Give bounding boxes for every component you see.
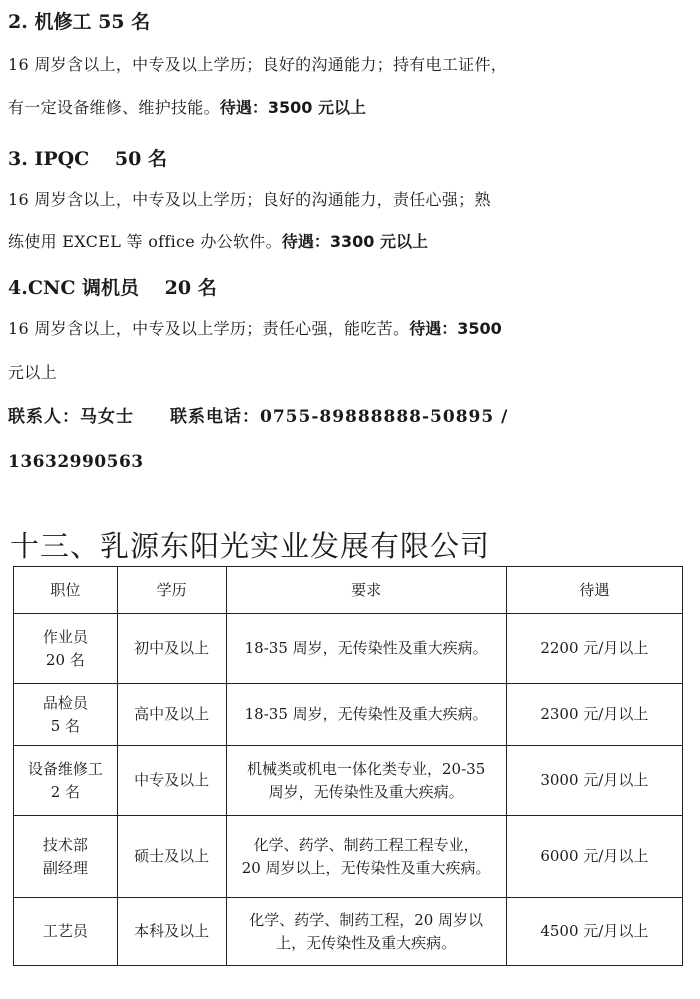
job-title-cell: 品检员 5 名 (14, 684, 118, 746)
salary-cell: 2200 元/月以上 (506, 614, 682, 684)
table-header-row (14, 567, 683, 614)
jobs-table (13, 566, 683, 966)
requirement-cell: 化学、药学、制药工程，20 周岁以 上，无传染性及重大疾病。 (226, 898, 506, 966)
column-header: 待遇 (506, 567, 682, 614)
salary-cell: 3000 元/月以上 (506, 746, 682, 816)
position-heading: 4.CNC 调机员 20 名 (8, 277, 217, 299)
position-desc-line: 16 周岁含以上，中专及以上学历；责任心强，能吃苦。待遇：3500 (8, 319, 502, 338)
salary-cell: 6000 元/月以上 (506, 816, 682, 898)
position-heading: 2. 机修工 55 名 (8, 11, 151, 33)
column-header: 要求 (226, 567, 506, 614)
education-cell: 高中及以上 (117, 684, 226, 746)
section-title: 十三、乳源东阳光实业发展有限公司 (10, 529, 491, 563)
requirement-cell: 化学、药学、制药工程工程专业， 20 周岁以上，无传染性及重大疾病。 (226, 816, 506, 898)
education-cell: 本科及以上 (117, 898, 226, 966)
education-cell: 初中及以上 (117, 614, 226, 684)
position-desc-line: 练使用 EXCEL 等 office 办公软件。待遇：3300 元以上 (8, 232, 429, 251)
salary-cell: 2300 元/月以上 (506, 684, 682, 746)
contact-line (8, 402, 688, 427)
contact-person: 联系人：马女士 (8, 407, 134, 427)
table-row (14, 684, 683, 746)
contact-mobile: 13632990563 (8, 452, 144, 472)
position-desc-line: 16 周岁含以上，中专及以上学历；良好的沟通能力，责任心强；熟 (8, 190, 491, 209)
job-title-cell: 工艺员 (14, 898, 118, 966)
job-title-cell: 作业员 20 名 (14, 614, 118, 684)
requirement-cell: 18-35 周岁，无传染性及重大疾病。 (226, 614, 506, 684)
contact-phone: 联系电话：0755-89888888-50895 / (170, 407, 509, 427)
table-row (14, 816, 683, 898)
position-desc-line: 有一定设备维修、维护技能。待遇：3500 元以上 (8, 98, 367, 117)
column-header: 学历 (117, 567, 226, 614)
table-row (14, 614, 683, 684)
salary-cell: 4500 元/月以上 (506, 898, 682, 966)
column-header: 职位 (14, 567, 118, 614)
education-cell: 硕士及以上 (117, 816, 226, 898)
education-cell: 中专及以上 (117, 746, 226, 816)
position-heading: 3. IPQC 50 名 (8, 148, 167, 170)
job-title-cell: 技术部 副经理 (14, 816, 118, 898)
job-title-cell: 设备维修工 2 名 (14, 746, 118, 816)
requirement-cell: 18-35 周岁，无传染性及重大疾病。 (226, 684, 506, 746)
position-desc-line: 元以上 (8, 363, 57, 382)
table-row (14, 746, 683, 816)
position-desc-line: 16 周岁含以上，中专及以上学历；良好的沟通能力；持有电工证件， (8, 55, 508, 74)
table-row (14, 898, 683, 966)
requirement-cell: 机械类或机电一体化类专业，20-35 周岁，无传染性及重大疾病。 (226, 746, 506, 816)
